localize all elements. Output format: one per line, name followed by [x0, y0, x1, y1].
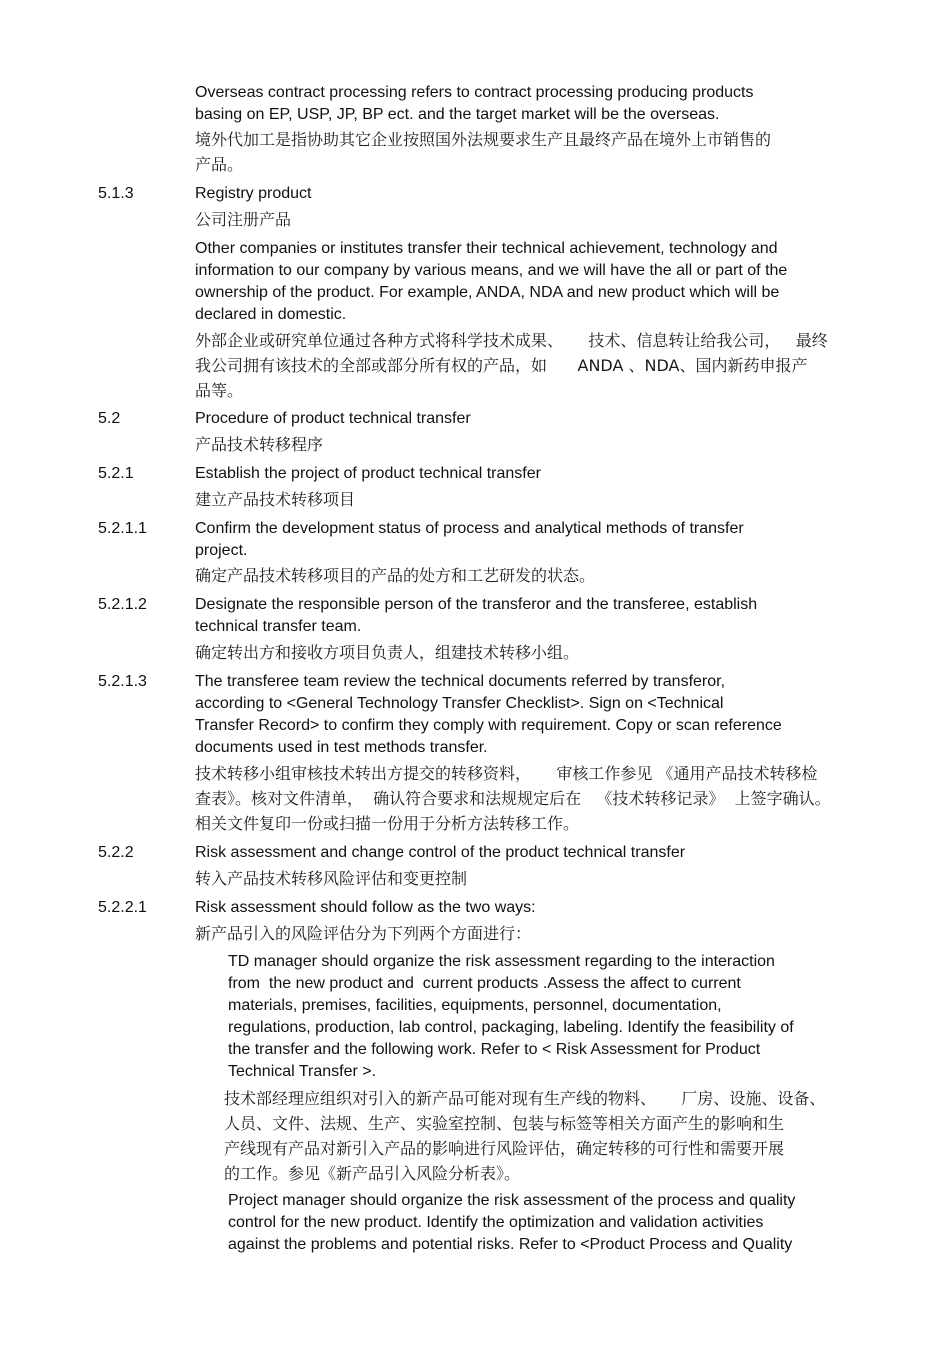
s513-en-line-1: Other companies or institutes transfer their technical achievement, technology and	[195, 240, 778, 257]
section-title-en-5-2-2: Risk assessment and change control of the product technical transfer	[195, 844, 686, 861]
s5213-en-line-3: Transfer Record> to confirm they comply with requirement. Copy or scan reference	[195, 717, 782, 734]
s5221-p2-en-line-2: control for the new product. Identify the optimization and validation activities	[228, 1214, 764, 1231]
section-title-zh-5-1-3: 公司注册产品	[195, 210, 292, 229]
s5221-p1-en-line-6: Technical Transfer >.	[228, 1063, 377, 1080]
section-title-zh-5-2-2: 转入产品技术转移风险评估和变更控制	[195, 869, 468, 888]
intro-en-line-1: Overseas contract processing refers to contract processing producing products	[195, 84, 754, 101]
s5213-zh-line-3: 相关文件复印一份或扫描一份用于分析方法转移工作。	[195, 814, 580, 833]
s5213-en-line-1: The transferee team review the technical documents referred by transferor,	[195, 673, 726, 690]
s5221-p1-zh-line-2: 人员、文件、法规、生产、实验室控制、包装与标签等相关方面产生的影响和生	[224, 1114, 785, 1133]
s5212-en-line-2: technical transfer team.	[195, 618, 362, 635]
s5213-zh-line-2: 查表》。核对文件清单， 确认符合要求和法规规定后在 《技术转移记录》 上签字确认。	[195, 789, 831, 808]
section-title-zh-5-2-2-1: 新产品引入的风险评估分为下列两个方面进行：	[195, 924, 532, 943]
s5221-p1-en-line-2: from the new product and current products .Assess the affect to current	[228, 975, 741, 992]
s5212-zh-line-1: 确定转出方和接收方项目负责人，组建技术转移小组。	[195, 643, 580, 662]
section-number-5-2-2-1: 5.2.2.1	[98, 899, 147, 916]
s5221-p1-en-line-4: regulations, production, lab control, packaging, labeling. Identify the feasibility of	[228, 1019, 794, 1036]
section-number-5-2-1-3: 5.2.1.3	[98, 673, 147, 690]
s5211-zh-line-1: 确定产品技术转移项目的产品的处方和工艺研发的状态。	[195, 566, 596, 585]
section-number-5-1-3: 5.1.3	[98, 185, 134, 202]
s5211-en-line-1: Confirm the development status of process and analytical methods of transfer	[195, 520, 744, 537]
section-title-en-5-1-3: Registry product	[195, 185, 312, 202]
s5212-en-line-1: Designate the responsible person of the transferor and the transferee, establish	[195, 596, 758, 613]
section-number-5-2-1: 5.2.1	[98, 465, 134, 482]
s513-en-line-3: ownership of the product. For example, ANDA, NDA and new product which will be	[195, 284, 780, 301]
section-title-zh-5-2: 产品技术转移程序	[195, 435, 324, 454]
s5221-p1-en-line-5: the transfer and the following work. Refer to < Risk Assessment for Product	[228, 1041, 761, 1058]
section-title-zh-5-2-1: 建立产品技术转移项目	[195, 490, 356, 509]
s5221-p1-zh-line-1: 技术部经理应组织对引入的新产品可能对现有生产线的物料、 厂房、设施、设备、	[224, 1089, 826, 1108]
s5221-p1-zh-line-3: 产线现有产品对新引入产品的影响进行风险评估，确定转移的可行性和需要开展	[224, 1139, 785, 1158]
s5213-zh-line-1: 技术转移小组审核技术转出方提交的转移资料， 审核工作参见 《通用产品技术转移检	[195, 764, 818, 783]
section-number-5-2-1-2: 5.2.1.2	[98, 596, 147, 613]
section-number-5-2-2: 5.2.2	[98, 844, 134, 861]
section-title-en-5-2-2-1: Risk assessment should follow as the two ways:	[195, 899, 536, 916]
s513-en-line-4: declared in domestic.	[195, 306, 347, 323]
s513-zh-line-3: 品等。	[195, 381, 244, 400]
intro-en-line-2: basing on EP, USP, JP, BP ect. and the target market will be the overseas.	[195, 106, 720, 123]
section-title-en-5-2: Procedure of product technical transfer	[195, 410, 471, 427]
intro-zh-line-2: 产品。	[195, 155, 244, 174]
s5221-p1-en-line-3: materials, premises, facilities, equipments, personnel, documentation,	[228, 997, 722, 1014]
section-number-5-2-1-1: 5.2.1.1	[98, 520, 147, 537]
s513-en-line-2: information to our company by various means, and we will have the all or part of the	[195, 262, 788, 279]
s5221-p2-en-line-1: Project manager should organize the risk assessment of the process and quality	[228, 1192, 796, 1209]
s5221-p1-en-line-1: TD manager should organize the risk assessment regarding to the interaction	[228, 953, 775, 970]
s5221-p2-en-line-3: against the problems and potential risks. Refer to <Product Process and Quality	[228, 1236, 793, 1253]
section-number-5-2: 5.2	[98, 410, 121, 427]
intro-zh-line-1: 境外代加工是指协助其它企业按照国外法规要求生产且最终产品在境外上市销售的	[195, 130, 772, 149]
s5213-en-line-2: according to <General Technology Transfer Checklist>. Sign on <Technical	[195, 695, 724, 712]
s513-zh-line-2: 我公司拥有该技术的全部或部分所有权的产品，如 ANDA 、NDA、国内新药申报产	[195, 356, 808, 375]
s5211-en-line-2: project.	[195, 542, 248, 559]
section-title-en-5-2-1: Establish the project of product technical transfer	[195, 465, 541, 482]
s5213-en-line-4: documents used in test methods transfer.	[195, 739, 488, 756]
s5221-p1-zh-line-4: 的工作。参见《新产品引入风险分析表》。	[224, 1164, 521, 1183]
s513-zh-line-1: 外部企业或研究单位通过各种方式将科学技术成果、 技术、信息转让给我公司， 最终	[195, 331, 828, 350]
